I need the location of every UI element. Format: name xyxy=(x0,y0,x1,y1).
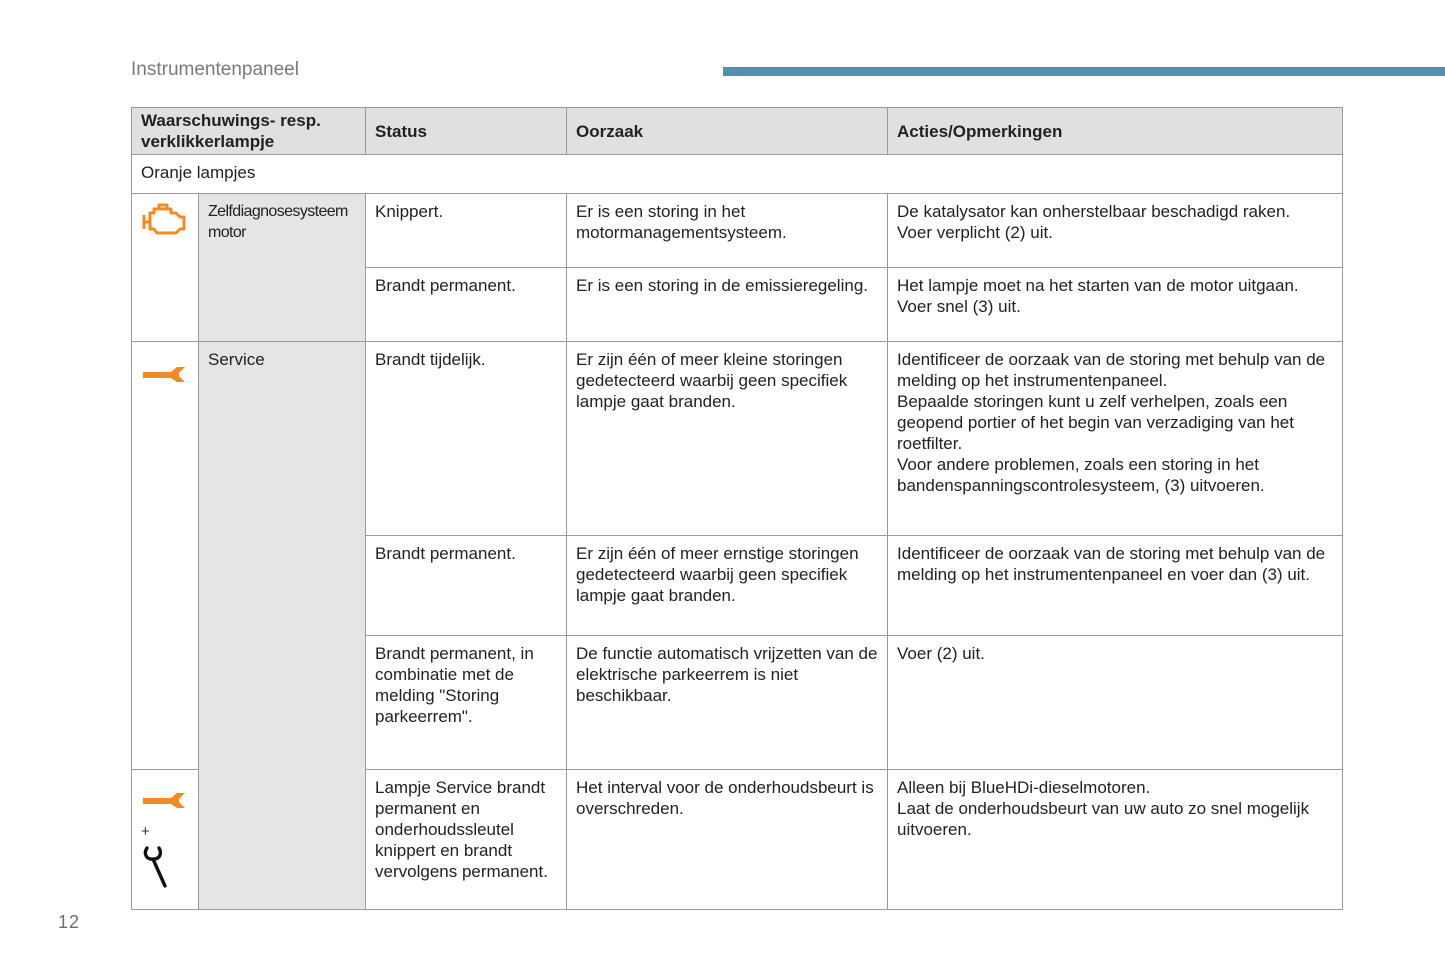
warning-lamps-table xyxy=(131,107,1343,910)
service-wrench-icon xyxy=(141,364,189,388)
table-row xyxy=(132,342,1343,536)
cause-cell: Er is een storing in de emissieregeling. xyxy=(567,268,888,342)
table-header-row xyxy=(132,108,1343,155)
lamp-name-service: Service xyxy=(199,342,366,910)
cause-cell: Er zijn één of meer ernstige storingen gedetecteerd waarbij geen specifiek lampje gaat branden. xyxy=(567,536,888,636)
column-header-actions: Acties/Opmerkingen xyxy=(888,108,1343,155)
service-icon-cell xyxy=(132,342,199,770)
action-cell: Identificeer de oorzaak van de storing met behulp van de melding op het instrumentenpaneel. Bepaalde storingen kunt u zelf verhelpen, zoals een geopend portier of het begin van verzadiging van het roetfilter. Voor andere problemen, zoals een storing in het bandenspanningscontrolesysteem, (3) uitvoeren. xyxy=(888,342,1343,536)
header-accent-bar xyxy=(723,67,1445,76)
lamp-name-engine: Zelfdiagnosesysteem motor xyxy=(199,194,366,342)
column-header-lamp: Waarschuwings- resp. verklikkerlampje xyxy=(132,108,366,155)
action-cell: Identificeer de oorzaak van de storing met behulp van de melding op het instrumentenpaneel en voer dan (3) uit. xyxy=(888,536,1343,636)
section-heading: Oranje lampjes xyxy=(132,155,1343,194)
status-cell: Brandt tijdelijk. xyxy=(366,342,567,536)
status-cell: Lampje Service brandt permanent en onderhoudssleutel knippert en brandt vervolgens permanent. xyxy=(366,770,567,910)
engine-icon-cell xyxy=(132,194,199,342)
action-cell: De katalysator kan onherstelbaar beschadigd raken. Voer verplicht (2) uit. xyxy=(888,194,1343,268)
section-row xyxy=(132,155,1343,194)
action-cell: Het lampje moet na het starten van de motor uitgaan. Voer snel (3) uit. xyxy=(888,268,1343,342)
combo-icon-cell xyxy=(132,770,199,910)
cause-cell: De functie automatisch vrijzetten van de elektrische parkeerrem is niet beschikbaar. xyxy=(567,636,888,770)
service-wrench-icon xyxy=(141,790,189,814)
page-number: 12 xyxy=(58,912,81,932)
action-cell: Voer (2) uit. xyxy=(888,636,1343,770)
engine-check-icon xyxy=(141,201,189,237)
plus-sign: + xyxy=(141,823,150,840)
cause-cell: Er is een storing in het motormanagementsysteem. xyxy=(567,194,888,268)
status-cell: Brandt permanent. xyxy=(366,268,567,342)
column-header-status: Status xyxy=(366,108,567,155)
cause-cell: Het interval voor de onderhoudsbeurt is overschreden. xyxy=(567,770,888,910)
status-cell: Knippert. xyxy=(366,194,567,268)
action-cell: Alleen bij BlueHDi-dieselmotoren. Laat de onderhoudsbeurt van uw auto zo snel mogelijk uitvoeren. xyxy=(888,770,1343,910)
maintenance-spanner-icon xyxy=(141,844,177,890)
status-cell: Brandt permanent. xyxy=(366,536,567,636)
column-header-cause: Oorzaak xyxy=(567,108,888,155)
cause-cell: Er zijn één of meer kleine storingen gedetecteerd waarbij geen specifiek lampje gaat branden. xyxy=(567,342,888,536)
section-title: Instrumentenpaneel xyxy=(131,59,299,80)
table-row xyxy=(132,194,1343,268)
status-cell: Brandt permanent, in combinatie met de melding "Storing parkeerrem". xyxy=(366,636,567,770)
